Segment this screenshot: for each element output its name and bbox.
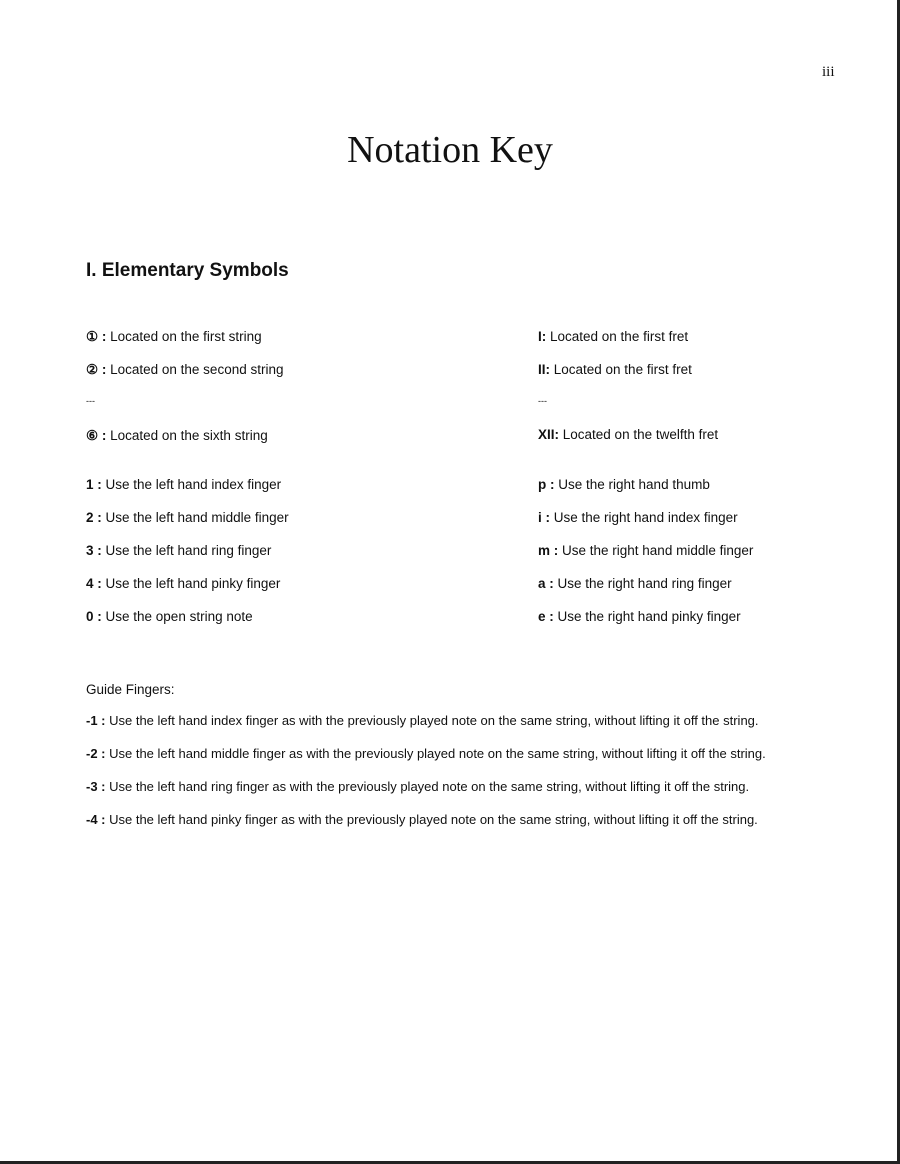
- string-symbol-6: ⑥ : Located on the sixth string: [86, 428, 268, 443]
- left-hand-item: 3 : Use the left hand ring finger: [86, 543, 272, 558]
- left-hand-item: 4 : Use the left hand pinky finger: [86, 576, 281, 591]
- page-number: iii: [822, 64, 835, 80]
- fret-symbol-2: II: Located on the first fret: [538, 362, 692, 377]
- right-hand-item: p : Use the right hand thumb: [538, 477, 710, 492]
- fret-symbol-12: XII: Located on the twelfth fret: [538, 427, 719, 442]
- page-title: Notation Key: [347, 129, 553, 171]
- fret-ellipsis: ---: [538, 396, 547, 406]
- guide-finger-item: -3 : Use the left hand ring finger as with the previously played note on the same string, without lifting it off the string.: [86, 779, 750, 794]
- left-hand-item: 2 : Use the left hand middle finger: [86, 510, 289, 525]
- right-hand-item: a : Use the right hand ring finger: [538, 576, 732, 591]
- right-hand-item: e : Use the right hand pinky finger: [538, 609, 741, 624]
- string-symbol-1: ① : Located on the first string: [86, 329, 262, 344]
- fret-symbol-1: I: Located on the first fret: [538, 329, 689, 344]
- guide-fingers-label: Guide Fingers:: [86, 682, 175, 697]
- right-hand-item: i : Use the right hand index finger: [538, 510, 738, 525]
- guide-finger-item: -2 : Use the left hand middle finger as with the previously played note on the same string, without lifting it off the string.: [86, 746, 766, 761]
- string-ellipsis: ---: [86, 396, 95, 406]
- right-hand-item: m : Use the right hand middle finger: [538, 543, 754, 558]
- guide-finger-item: -1 : Use the left hand index finger as with the previously played note on the same string, without lifting it off the string.: [86, 713, 759, 728]
- string-symbol-2: ② : Located on the second string: [86, 362, 284, 377]
- section-heading: I. Elementary Symbols: [86, 260, 289, 281]
- left-hand-item: 0 : Use the open string note: [86, 609, 253, 624]
- left-hand-item: 1 : Use the left hand index finger: [86, 477, 282, 492]
- guide-finger-item: -4 : Use the left hand pinky finger as with the previously played note on the same string, without lifting it off the string.: [86, 812, 758, 827]
